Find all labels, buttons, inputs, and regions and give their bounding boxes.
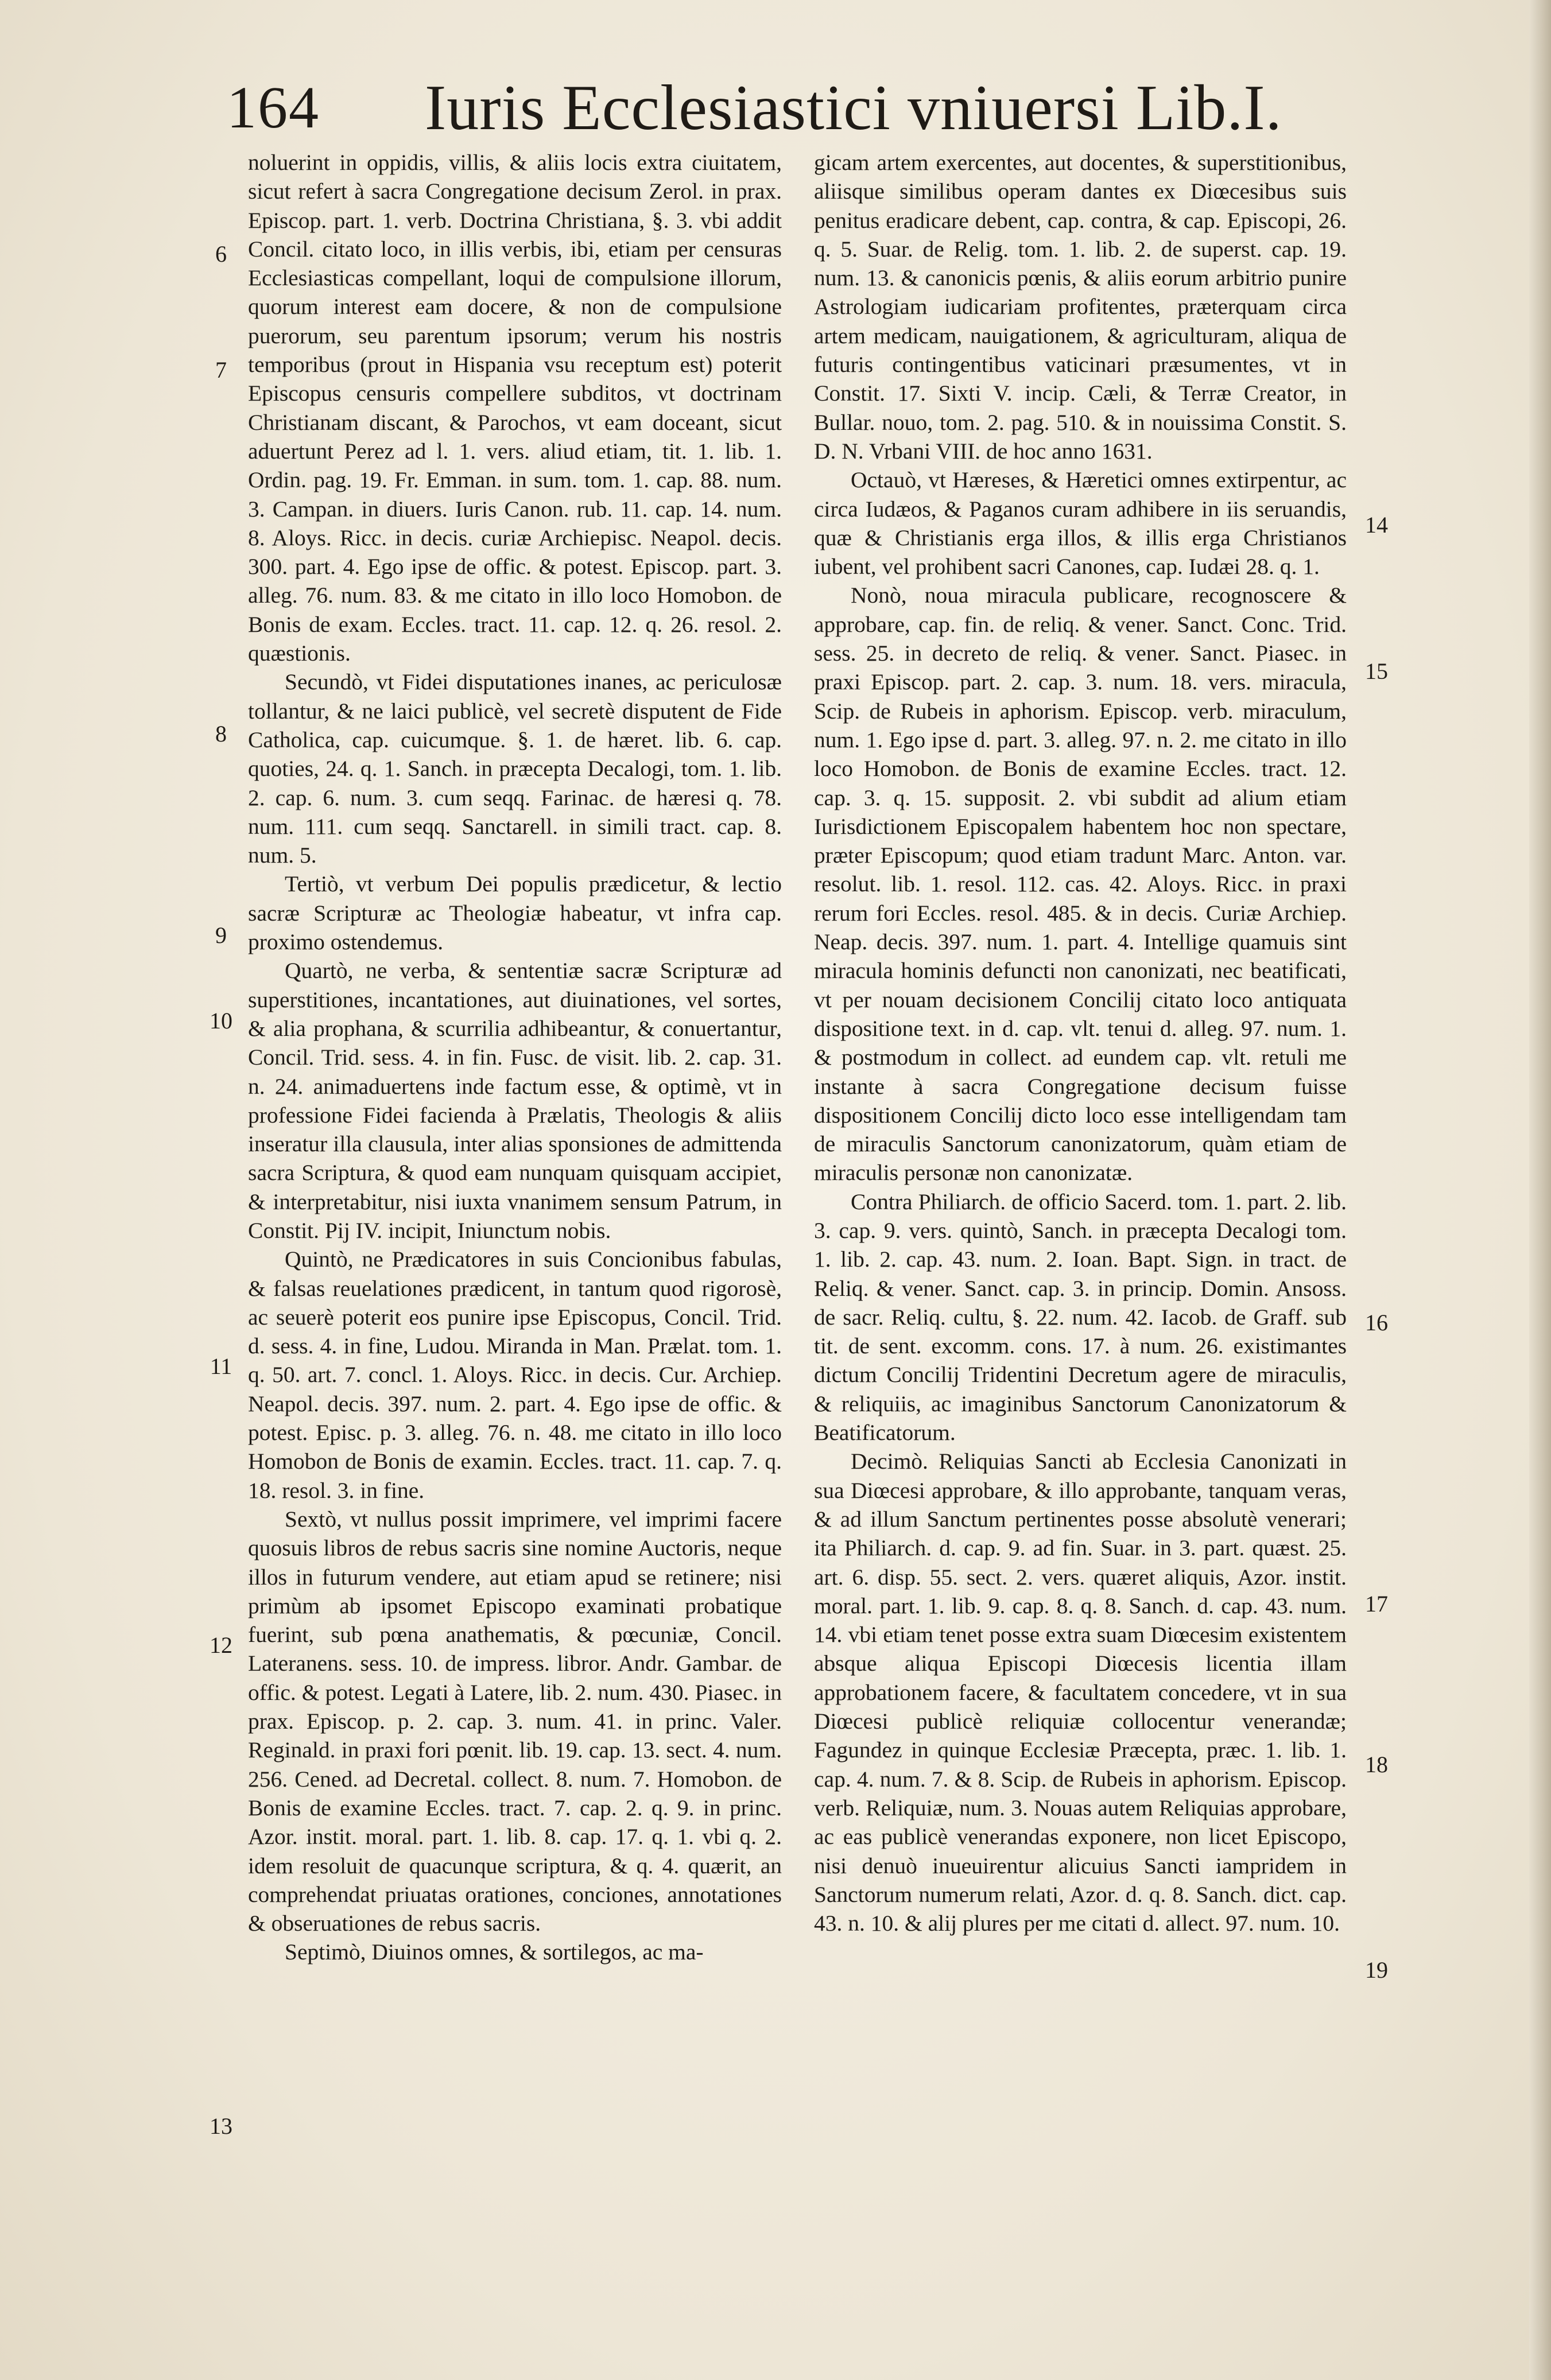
paragraph-left-4: Quartò, ne verba, & sententiæ sacræ Scripturæ ad superstitiones, incantationes, aut diuinationes, vel sortes, & alia prophana, & scurrilia adhibeantur, & conuertantur, Concil. Trid. sess. 4. in fin. Fusc. de visit. lib. 2. cap. 31. n. 24. animaduertens inde factum esse, & optimè, vt in professione Fidei facienda à Prælatis, Theologis & aliis inseratur illa clausula, inter alias sponsiones de admittenda sacra Scriptura, & quod eam nunquam quisquam accipiet, & interpretabitur, nisi iuxta vnanimem sensum Patrum, in Constit. Pij IV. incipit, Iniunctum nobis. [248, 958, 782, 1243]
paragraph-left-3: Tertiò, vt verbum Dei populis prædicetur, & lectio sacræ Scripturæ ac Theologiæ habeatur, vt infra cap. proximo ostendemus. [248, 871, 782, 955]
margin-number-right: 15 [1365, 658, 1388, 684]
paragraph-left-6: Sextò, vt nullus possit imprimere, vel imprimi facere quosuis libros de rebus sacris sine nomine Auctoris, neque illos in futurum vendere, aut etiam apud se retinere; nisi primùm ab ipsomet Episcopo examinati probatique fuerint, sub pœna anathematis, & pœcuniæ, Concil. Lateranens. sess. 10. de impress. libror. Andr. Gambar. de offic. & potest. Legati à Latere, lib. 2. num. 430. Piasec. in prax. Episcop. p. 2. cap. 3. num. 41. in princ. Valer. Reginald. in praxi fori pœnit. lib. 19. cap. 13. sect. 4. num. 256. Cened. ad Decretal. collect. 8. num. 7. Homobon. de Bonis de examine Eccles. tract. 7. cap. 2. q. 9. in princ. Azor. instit. moral. part. 1. lib. 8. cap. 17. q. 1. vbi q. 2. idem resoluit de quacunque scriptura, & q. 4. quærit, an comprehendat priuatas orationes, conciones, annotationes & obseruationes de rebus sacris. [248, 1506, 782, 1936]
margin-number-left: 11 [210, 1353, 232, 1379]
margin-number-right: 17 [1365, 1591, 1388, 1617]
paragraph-left-7: Septimò, Diuinos omnes, & sortilegos, ac ma- [285, 1939, 704, 1965]
margin-number-left: 13 [210, 2113, 232, 2139]
paragraph-left-2: Secundò, vt Fidei disputationes inanes, ac periculosæ tollantur, & ne laici publicè, vel secretè disputent de Fide Catholica, cap. cuicumque. §. 1. de hæret. lib. 6. cap. quoties, 24. q. 1. Sanch. in præcepta Decalogi, tom. 1. lib. 2. cap. 6. num. 3. cum seqq. Farinac. de hæresi q. 78. num. 111. cum seqq. Sanctarell. in simili tract. cap. 8. num. 5. [248, 669, 782, 868]
margin-number-right: 18 [1365, 1752, 1388, 1777]
paragraph-right-5: Decimò. Reliquias Sancti ab Ecclesia Canonizati in sua Diœcesi approbare, & illo approbante, tanquam veras, & ad illum Sanctum pertinentes posse absolutè venerari; ita Philiarch. d. cap. 9. ad fin. Suar. in 3. part. quæst. 25. art. 6. disp. 55. sect. 2. vers. quæret aliquis, Azor. instit. moral. part. 1. lib. 9. cap. 8. q. 8. Sanch. d. cap. 43. num. 14. vbi etiam tenet posse extra suam Diœcesim existentem absque aliqua Episcopi Diœcesis licentia illam approbationem facere, & facultatem concedere, vt in sua Diœcesi publicè reliquiæ collocentur venerandæ; Fagundez in quinque Ecclesiæ Præcepta, præc. 1. lib. 1. cap. 4. num. 7. & 8. Scip. de Rubeis in aphorism. Episcop. verb. Reliquiæ, num. 3. Nouas autem Reliquias approbare, ac eas publicè venerandas exponere, non licet Episcopo, nisi denuò inueuirentur alicuius Sancti iampridem in Sanctorum numerum relati, Azor. d. q. 8. Sanch. dict. cap. 43. n. 10. & alij plures per me citati d. allect. 97. num. 10. [814, 1449, 1347, 1936]
paragraph-left-5: Quintò, ne Prædicatores in suis Concionibus fabulas, & falsas reuelationes prædicent, in tantum quod rigorosè, ac seuerè poterit eos punire ipse Episcopus, Concil. Trid. d. sess. 4. in fine, Ludou. Miranda in Man. Prælat. tom. 1. q. 50. art. 7. concl. 1. Aloys. Ricc. in decis. Cur. Archiep. Neapol. decis. 397. num. 2. part. 4. Ego ipse de offic. & potest. Episc. p. 3. alleg. 76. n. 48. me citato in illo loco Homobon de Bonis de examin. Eccles. tract. 11. cap. 7. q. 18. resol. 3. in fine. [248, 1247, 782, 1503]
margin-number-left: 8 [215, 721, 227, 747]
page-edge-shadow [1529, 0, 1551, 2380]
margin-number-left: 6 [215, 241, 227, 267]
page-header [227, 68, 1317, 148]
margin-number-right: 14 [1365, 512, 1388, 538]
right-text-column [814, 148, 1347, 1938]
paragraph-right-4: Contra Philiarch. de officio Sacerd. tom. 1. part. 2. lib. 3. cap. 9. vers. quintò, Sanch. in præcepta Decalogi tom. 1. lib. 2. cap. 43. num. 2. Ioan. Bapt. Sign. in tract. de Reliq. & vener. Sanct. cap. 3. in princip. Domin. Ansoss. de sacr. Reliq. cultu, §. 22. num. 42. Iacob. de Graff. sub tit. de sent. excomm. cons. 17. à num. 26. existimantes dictum Concilij Tridentini Decretum agere de miraculis, & reliquiis, ac imaginibus Sanctorum Canonizatorum & Beatificatorum. [814, 1189, 1347, 1446]
running-title: Iuris Ecclesiastici vniuersi Lib.I. [425, 72, 1282, 143]
margin-number-right: 16 [1365, 1310, 1388, 1335]
paragraph-right-1: gicam artem exercentes, aut docentes, & superstitionibus, aliisque similibus operam dantes ex Diœcesibus suis penitus eradicare debent, cap. contra, & cap. Episcopi, 26. q. 5. Suar. de Relig. tom. 1. lib. 2. de superst. cap. 19. num. 13. & canonicis pœnis, & aliis eorum arbitrio punire Astrologiam iudicariam profitentes, præterquam circa artem medicam, nauigationem, & agriculturam, aliqua de futuris contingentibus vaticinari præsumentes, vt in Constit. 17. Sixti V. incip. Cæli, & Terræ Creator, in Bullar. nouo, tom. 2. pag. 510. & in nouissima Constit. S. D. N. Vrbani VIII. de hoc anno 1631. [814, 150, 1347, 464]
paragraph-right-2: Octauò, vt Hæreses, & Hæretici omnes extirpentur, ac circa Iudæos, & Paganos curam adhibere in iis seruandis, quæ & Christianis erga illos, & illis erga Christianos iubent, vel prohibent sacri Canones, cap. Iudæi 28. q. 1. [814, 467, 1347, 580]
paragraph-left-1: noluerint in oppidis, villis, & aliis locis extra ciuitatem, sicut refert à sacra Congregatione decisum Zerol. in prax. Episcop. part. 1. verb. Doctrina Christiana, §. 3. vbi addit Concil. citato loco, in illis verbis, ibi, etiam per censuras Ecclesiasticas compellant, loqui de compulsione illorum, quorum interest eam docere, & non de compulsione puerorum, seu parentum ipsorum; verum his nostris temporibus (prout in Hispania vsu receptum est) poterit Episcopus censuris compellere subditos, vt doctrinam Christianam discant, & Parochos, vt eam doceant, sicut aduertunt Perez ad l. 1. vers. aliud etiam, tit. 1. lib. 1. Ordin. pag. 19. Fr. Emman. in sum. tom. 1. cap. 88. num. 3. Campan. in diuers. Iuris Canon. rub. 11. cap. 14. num. 8. Aloys. Ricc. in decis. curiæ Archiepisc. Neapol. decis. 300. part. 4. Ego ipse de offic. & potest. Episcop. part. 3. alleg. 76. num. 83. & me citato in illo loco Homobon. de Bonis de exam. Eccles. tract. 11. cap. 12. q. 26. resol. 2. quæstionis. [248, 150, 782, 666]
margin-number-left: 10 [210, 1008, 232, 1034]
left-text-column [248, 148, 782, 1967]
margin-number-left: 12 [210, 1632, 232, 1658]
paragraph-right-3: Nonò, noua miracula publicare, recognoscere & approbare, cap. fin. de reliq. & vener. Sanct. Conc. Trid. sess. 25. in decreto de reliq. & vener. Sanct. Piasec. in praxi Episcop. part. 2. cap. 3. num. 18. vers. miracula, Scip. de Rubeis in aphorism. Episcop. verb. miraculum, num. 1. Ego ipse d. part. 3. alleg. 97. n. 2. me citato in illo loco Homobon. de Bonis de examine Eccles. tract. 12. cap. 3. q. 15. supposit. 2. vbi subdit ad alium etiam Iurisdictionem Episcopalem habentem hoc non spectare, præter Episcopum; quod etiam tradunt Marc. Anton. var. resolut. lib. 1. resol. 112. cas. 42. Aloys. Ricc. in praxi rerum fori Eccles. resol. 485. & in decis. Curiæ Archiep. Neap. decis. 397. num. 1. part. 4. Intellige quamuis sint miracula hominis defuncti non canonizati, nec beatificati, vt per nouam decisionem Concilij citato loco antiquata dispositione text. in d. cap. vlt. tenui d. alleg. 97. num. 1. & postmodum in collect. ad eundem cap. vlt. retuli me instante à sacra Congregatione decisum fuisse dispositionem Concilij dicto loco esse intelligendam tam de miraculis Sanctorum canonizatorum, quàm etiam de miraculis personæ non canonizatæ. [814, 583, 1347, 1186]
margin-number-left: 9 [215, 922, 227, 948]
margin-number-left: 7 [215, 357, 227, 383]
margin-number-right: 19 [1365, 1957, 1388, 1983]
page-number: 164 [227, 75, 320, 141]
